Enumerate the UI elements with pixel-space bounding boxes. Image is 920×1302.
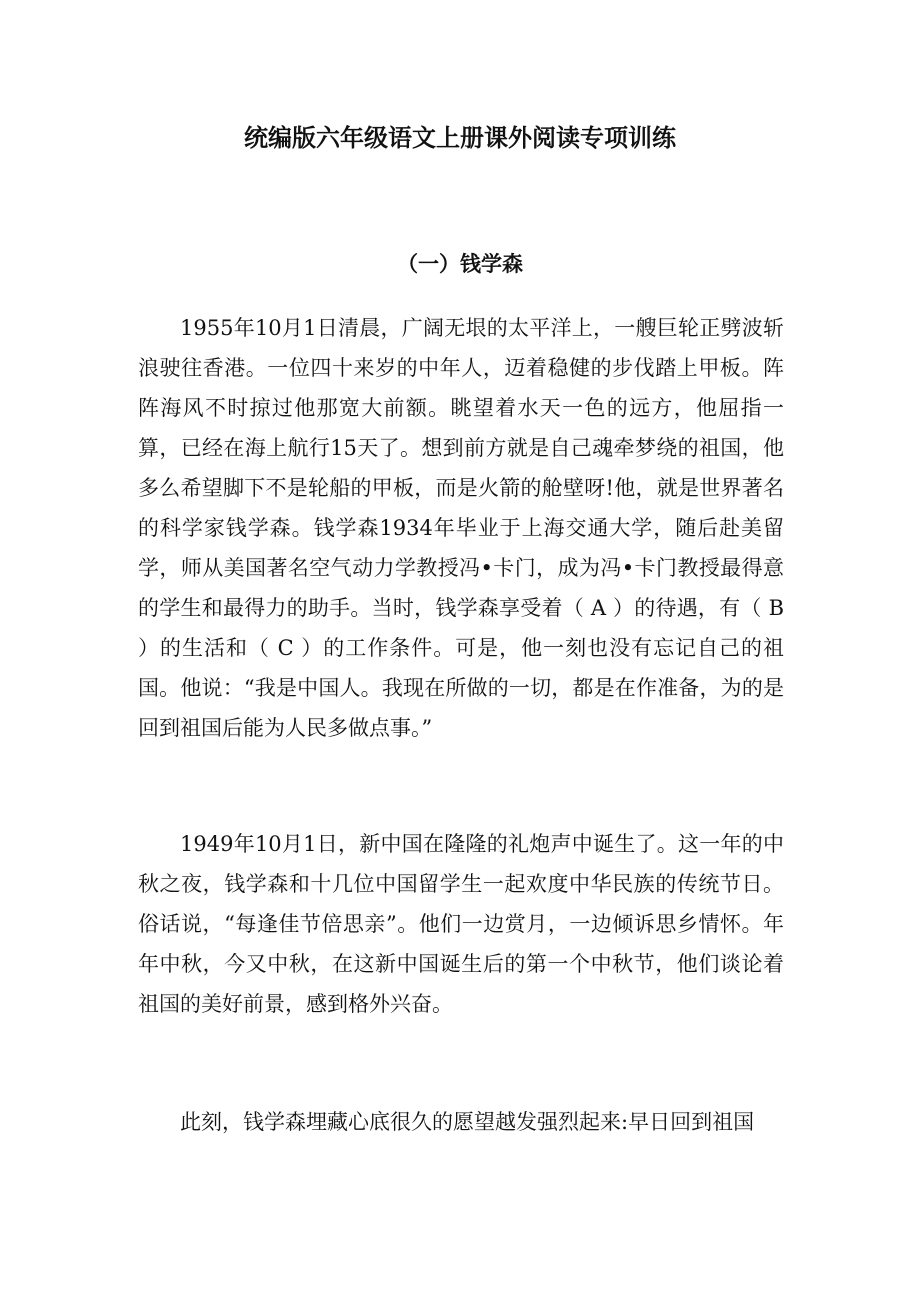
paragraph-3: 此刻，钱学森埋藏心底很久的愿望越发强烈起来:早日回到祖国 (180, 1110, 755, 1134)
paragraph-2: 1949年10月1日，新中国在隆隆的礼炮声中诞生了。这一年的中秋之夜，钱学森和十几位中国留学生一起欢度中华民族的传统节日。俗话说，“每逢佳节倍思亲”。他们一边赏月，一边倾诉思乡情怀。年年中秋，今又中秋，在这新中国诞生后的第一个中秋节，他们谈论着祖国的美好前景，感到格外兴奋。 (138, 832, 784, 1016)
document-title: 统编版六年级语文上册课外阅读专项训练 (244, 124, 676, 152)
section-heading: （一）钱学森 (397, 252, 523, 276)
paragraph-1: 1955年10月1日清晨，广阔无垠的太平洋上，一艘巨轮正劈波斩浪驶往香港。一位四十来岁的中年人，迈着稳健的步伐踏上甲板。阵阵海风不时掠过他那宽大前额。眺望着水天一色的远方，他屈指一算，已经在海上航行15天了。想到前方就是自己魂牵梦绕的祖国，他多么希望脚下不是轮船的甲板，而是火箭的舱壁呀!他，就是世界著名的科学家钱学森。钱学森1934年毕业于上海交通大学，随后赴美留学，师从美国著名空气动力学教授冯•卡门，成为冯•卡门教授最得意的学生和最得力的助手。当时，钱学森享受着（ A ）的待遇，有（ B ）的生活和（ C ）的工作条件。可是，他一刻也没有忘记自己的祖国。他说：“我是中国人。我现在所做的一切，都是在作准备，为的是回到祖国后能为人民多做点事。” (138, 316, 784, 740)
